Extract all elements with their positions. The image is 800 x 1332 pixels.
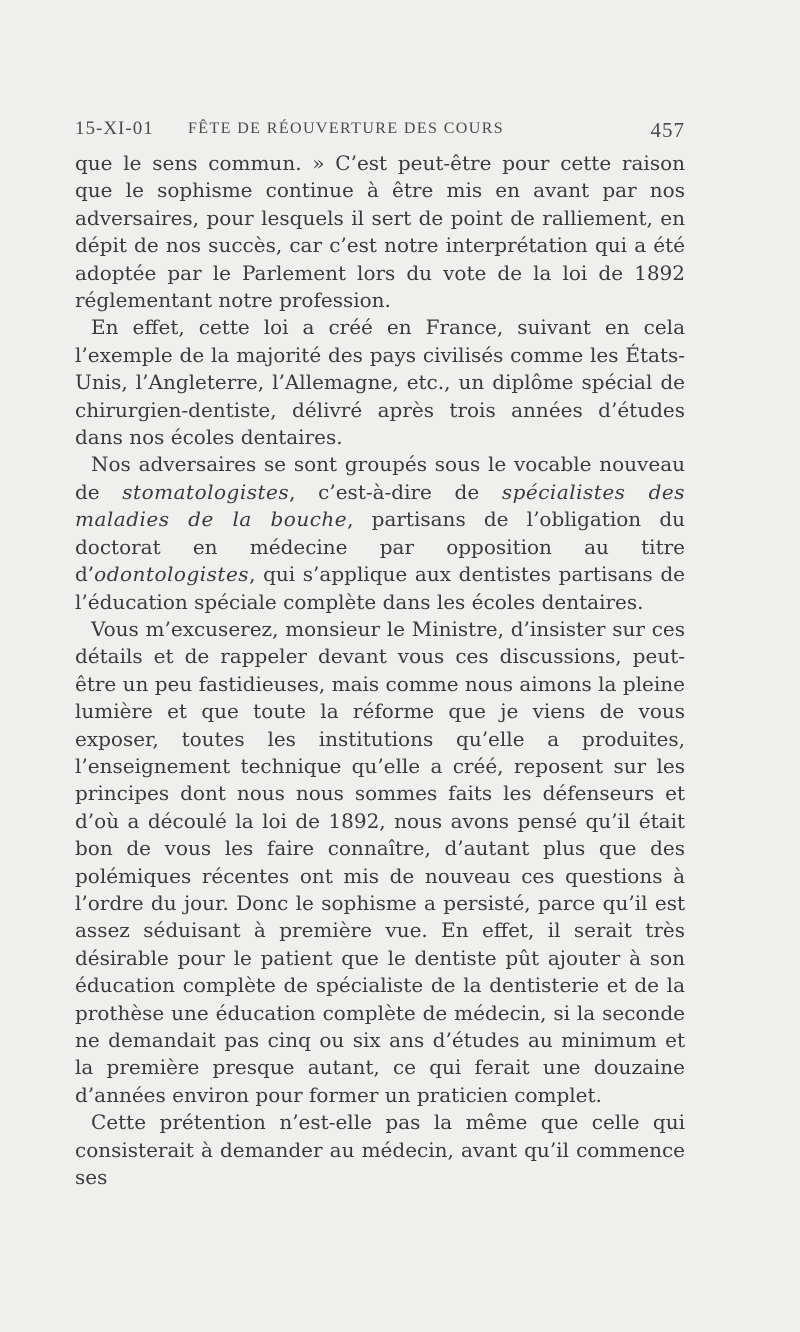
text-run: En effet, cette loi a créé en France, suivant en cela l’exemple de la majorité des pays civilisés comme les États-Unis, l’Angleterre, l’Allemagne, etc., un diplôme spécial de chirurgien-dentiste, délivré après trois années d’études dans nos écoles dentaires. bbox=[75, 315, 685, 450]
text-run: que le sens commun. » C’est peut-être pour cette raison que le sophisme continue à être mis en avant par nos adversaires, pour lesquels il sert de point de ralliement, en dépit de nos succès, car c’est notre interprétation qui a été adoptée par le Parlement lors du vote de la loi de 1892 réglementant notre profession. bbox=[75, 151, 685, 313]
paragraph bbox=[75, 1109, 685, 1191]
text-run: , qui s’applique aux dentistes partisans de l’éducation spéciale complète dans les écoles dentaires. bbox=[75, 562, 685, 614]
italic-term: stomatologistes bbox=[122, 479, 290, 504]
body-text bbox=[75, 150, 685, 1191]
italic-term: spécialistes des maladies de la bouche bbox=[75, 479, 685, 532]
text-run: Vous m’excuserez, monsieur le Ministre, d’insister sur ces détails et de rappeler devant vous ces discussions, peut-être un peu fastidieuses, mais comme nous aimons la pleine lumière et que toute la réforme que je viens de vous exposer, toutes les institutions qu’elle a produites, l’enseignement technique qu’elle a créé, reposent sur les principes dont nous nous sommes faits les défenseurs et d’où a découlé la loi de 1892, nous avons pensé qu’il était bon de vous les faire connaître, d’autant plus que des polémiques récentes ont mis de nouveau ces questions à l’ordre du jour. Donc le sophisme a persisté, parce qu’il est assez séduisant à première vue. En effet, il serait très désirable pour le patient que le dentiste pût ajouter à son éducation complète de spécialiste de la dentisterie et de la prothèse une éducation complète de médecin, si la seconde ne demandait pas cinq ou six ans d’études au minimum et la première presque autant, ce qui ferait une douzaine d’années environ pour former un praticien complet. bbox=[75, 616, 685, 1107]
header-title: FÊTE DE RÉOUVERTURE DES COURS bbox=[188, 120, 505, 137]
paragraph bbox=[75, 616, 685, 1109]
running-head bbox=[75, 114, 685, 150]
page-number: 457 bbox=[650, 118, 685, 142]
text-run: Nos adversaires se sont groupés sous le vocable nouveau de bbox=[75, 452, 685, 504]
paragraph bbox=[75, 451, 685, 615]
paragraph bbox=[75, 314, 685, 451]
book-page bbox=[75, 114, 685, 1191]
text-run: , c’est-à-dire de bbox=[289, 479, 502, 504]
paragraph bbox=[75, 150, 685, 314]
text-run: , partisans de l’obligation du doctorat en médecine par opposition au titre d’ bbox=[75, 507, 686, 587]
italic-term: odontologistes bbox=[94, 562, 250, 587]
header-date: 15-XI-01 bbox=[75, 118, 154, 139]
text-run: Cette prétention n’est-elle pas la même que celle qui consisterait à demander au médecin, avant qu’il commence ses bbox=[75, 1110, 685, 1190]
